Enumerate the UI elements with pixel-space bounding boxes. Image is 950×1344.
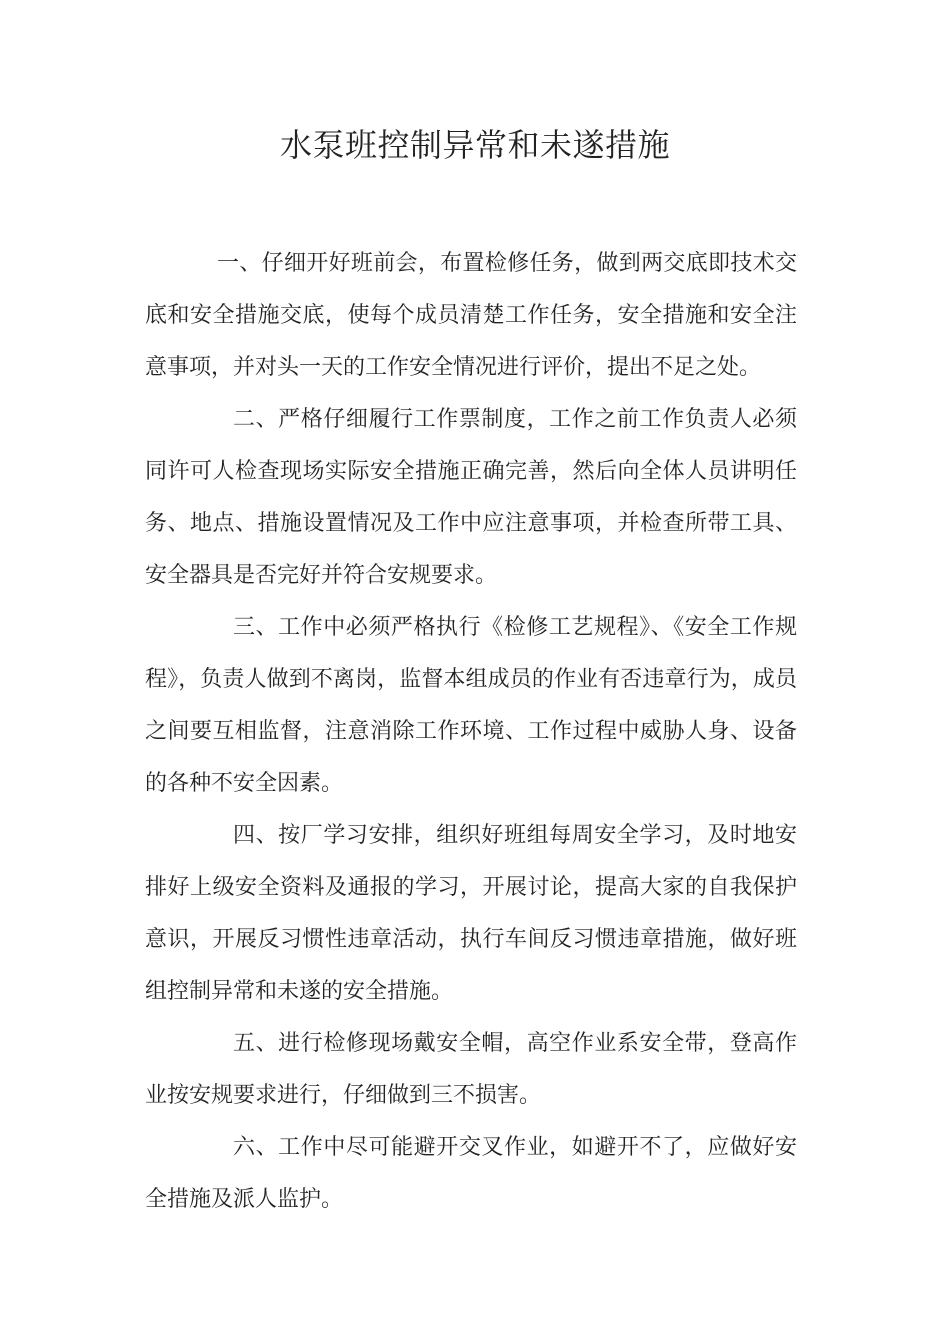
paragraph-1: 一、仔细开好班前会，布置检修任务，做到两交底即技术交底和安全措施交底，使每个成员清楚工作任务，安全措施和安全注意事项，并对头一天的工作安全情况进行评价，提出不足之处。 [145, 251, 797, 380]
document-body [145, 238, 797, 1226]
paragraph-4: 四、按厂学习安排，组织好班组每周安全学习，及时地安排好上级安全资料及通报的学习，开展讨论，提高大家的自我保护意识，开展反习惯性违章活动，执行车间反习惯违章措施，做好班组控制异常和未遂的安全措施。 [145, 823, 797, 1004]
paragraph-3: 三、工作中必须严格执行《检修工艺规程》、《安全工作规程》，负责人做到不离岗，监督本组成员的作业有否违章行为，成员之间要互相监督，注意消除工作环境、工作过程中威胁人身、设备的各种不安全因素。 [145, 615, 797, 796]
document-title: 水泵班控制异常和未遂措施 [279, 126, 670, 164]
paragraph-2: 二、严格仔细履行工作票制度，工作之前工作负责人必须同许可人检查现场实际安全措施正确完善，然后向全体人员讲明任务、地点、措施设置情况及工作中应注意事项，并检查所带工具、安全器具是否完好并符合安规要求。 [145, 407, 797, 588]
paragraph-5: 五、进行检修现场戴安全帽，高空作业系安全带，登高作业按安规要求进行，仔细做到三不损害。 [145, 1031, 797, 1108]
paragraph-6: 六、工作中尽可能避开交叉作业，如避开不了，应做好安全措施及派人监护。 [145, 1135, 797, 1212]
